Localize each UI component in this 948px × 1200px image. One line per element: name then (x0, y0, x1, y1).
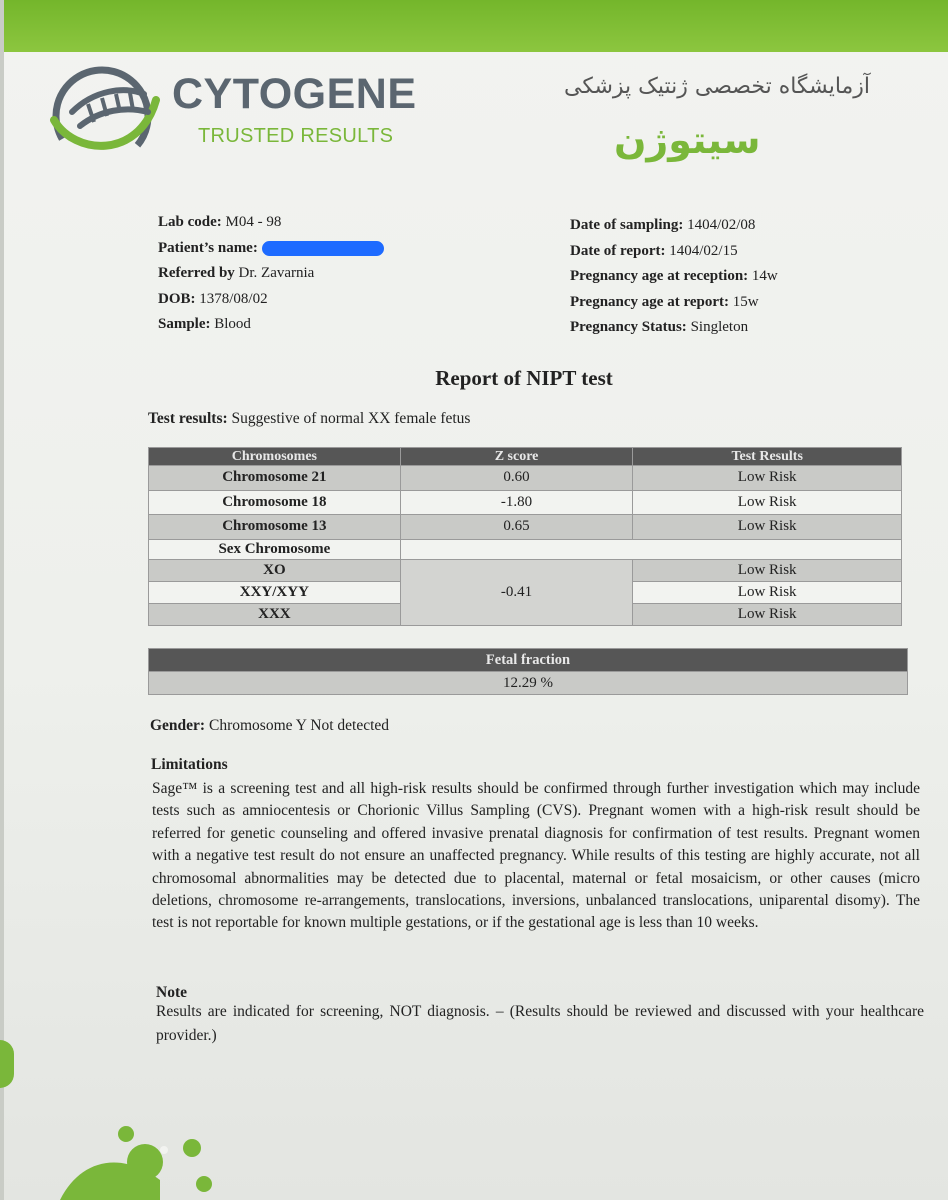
table-row (149, 490, 902, 515)
row-chromosome-name: Chromosome 13 (149, 515, 401, 540)
status-label: Pregnancy Status: (570, 319, 687, 335)
sex-chromosome-label: Sex Chromosome (149, 539, 401, 559)
referred-label: Referred by (158, 265, 235, 281)
status-value: Singleton (690, 319, 749, 335)
lab-code-label: Lab code: (158, 214, 222, 230)
persian-subtitle: آزمایشگاه تخصصی ژنتیک پزشکی (564, 74, 871, 99)
table-row (149, 515, 902, 540)
row-chromosome-name: XXY/XYY (149, 581, 401, 603)
age-report-value: 15w (732, 293, 759, 310)
header-test-results: Test Results (633, 448, 902, 466)
lab-code-line (158, 210, 384, 236)
fetal-fraction-label: Fetal fraction (149, 649, 908, 672)
dob-line (158, 287, 384, 313)
row-chromosome-name: Chromosome 18 (149, 490, 401, 515)
table-row (149, 466, 902, 491)
brand-name: CYTOGENE (172, 70, 417, 118)
gender-line (150, 717, 389, 735)
row-result: Low Risk (633, 581, 902, 603)
dob-value: 1378/08/02 (199, 290, 268, 307)
patient-info-block (158, 210, 384, 338)
row-result: Low Risk (633, 603, 902, 625)
report-title: Report of NIPT test (435, 366, 613, 390)
date-sampling-line (570, 213, 778, 239)
row-result: Low Risk (633, 466, 902, 491)
sample-label: Sample: (158, 316, 211, 332)
sex-z-score: -0.41 (400, 559, 633, 625)
age-reception-line (570, 264, 778, 290)
date-report-value: 1404/02/15 (669, 242, 738, 259)
row-z-score: 0.65 (400, 515, 633, 540)
row-result: Low Risk (633, 490, 902, 515)
note-heading: Note (156, 984, 187, 1001)
patient-name-label: Patient’s name: (158, 239, 258, 256)
header-green-band (4, 0, 948, 52)
date-report-label: Date of report: (570, 242, 666, 259)
row-chromosome-name: XXX (149, 603, 401, 625)
brand-tagline: TRUSTED RESULTS (198, 125, 394, 147)
row-chromosome-name: XO (149, 559, 401, 581)
sample-value: Blood (214, 316, 251, 332)
sex-chromosome-header-row (149, 539, 902, 559)
sampling-info-block (570, 213, 778, 341)
row-chromosome-name: Chromosome 21 (149, 466, 401, 491)
limitations-text: Sage™ is a screening test and all high-risk results should be confirmed through further investigation which may include tests such as amniocentesis or Chorionic Villus Sampling (CVS). Pregnant women with a high-risk result should be referred for genetic counseling and offered invasive prenatal diagnosis for confirmation of test results. Pregnant women with a negative test result do not ensure an unaffected pregnancy. While results of this testing are highly accurate, not all chromosomal abnormalities may be detected due to placental, maternal or fetal mosaicism, or other causes (micro deletions, chromosome re-arrangements, translocations, inversions, unbalanced translocations, uniparental disomy). The test is not reportable for known multiple gestations, or if the gestational age is less than 10 weeks. (152, 780, 920, 932)
age-report-line (570, 290, 778, 316)
limitations-heading: Limitations (151, 756, 228, 773)
row-z-score: 0.60 (400, 466, 633, 491)
row-result: Low Risk (633, 515, 902, 540)
table-header-row (149, 448, 902, 466)
side-decoration (0, 1040, 14, 1088)
redaction-mark (262, 241, 384, 256)
header-z-score: Z score (400, 448, 633, 466)
age-reception-label: Pregnancy age at reception: (570, 268, 749, 284)
note-text: Results are indicated for screening, NOT diagnosis. – (Results should be reviewed and discussed with your healthcare provider.) (156, 1003, 924, 1044)
persian-brand-name: سیتوژن (614, 118, 761, 162)
gender-value: Chromosome Y Not detected (208, 717, 390, 734)
test-results-value: Suggestive of normal XX female fetus (231, 410, 471, 427)
patient-name-line (158, 236, 384, 262)
age-reception-value: 14w (751, 268, 778, 284)
referred-line (158, 261, 384, 287)
sex-chromosome-blank (400, 539, 901, 559)
lab-code-value: M04 - 98 (225, 214, 282, 230)
fetal-fraction-value: 12.29 % (149, 672, 908, 695)
test-results-line (148, 410, 470, 428)
referred-value: Dr. Zavarnia (238, 265, 315, 281)
decorative-dots-graphic (60, 1120, 230, 1200)
fetal-fraction-table (148, 648, 908, 695)
dob-label: DOB: (158, 290, 196, 307)
status-line (570, 315, 778, 341)
gender-label: Gender: (150, 717, 206, 734)
chromosome-results-table (148, 447, 902, 626)
sample-line (158, 312, 384, 338)
age-report-label: Pregnancy age at report: (570, 293, 729, 310)
row-result: Low Risk (633, 559, 902, 581)
table-row (149, 559, 902, 581)
dna-logo-icon (44, 60, 168, 172)
date-sampling-value: 1404/02/08 (687, 217, 756, 233)
header-chromosomes: Chromosomes (149, 448, 401, 466)
date-sampling-label: Date of sampling: (570, 217, 684, 233)
date-report-line (570, 239, 778, 265)
brand-block (172, 70, 417, 148)
row-z-score: -1.80 (400, 490, 633, 515)
test-results-label: Test results: (148, 410, 228, 427)
